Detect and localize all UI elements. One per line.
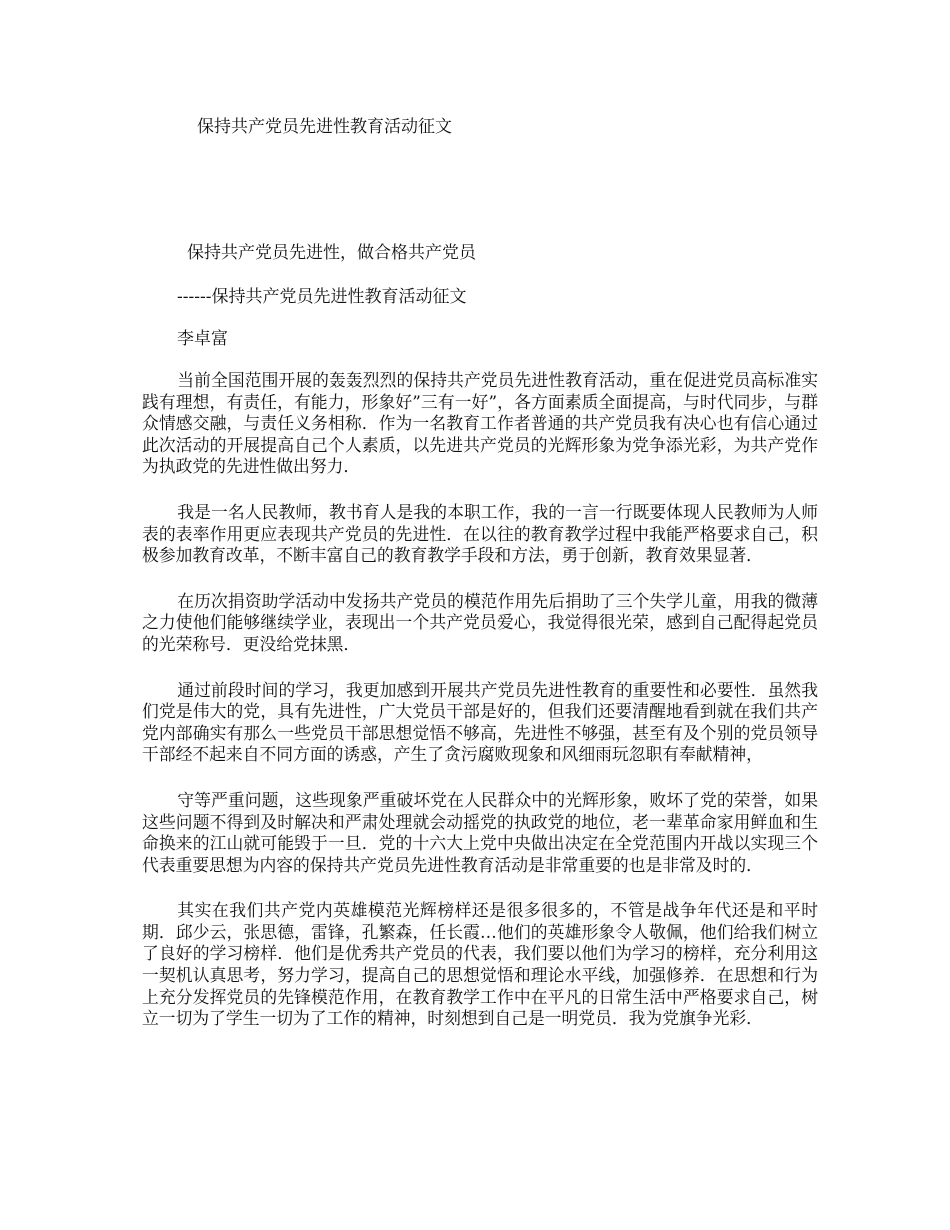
paragraph-4: 通过前段时间的学习，我更加感到开展共产党员先进性教育的重要性和必要性．虽然我们党是伟大的党，具有先进性，广大党员干部是好的，但我们还要清醒地看到就在我们共产党内部确实有那么一些党员干部思想觉悟不够高，先进性不够强，甚至有及个别的党员领导干部经不起来自不同方面的诱惑，产生了贪污腐败现象和风细雨玩忽职有奉献精神， <box>142 679 818 765</box>
essay-subheading: ------保持共产党员先进性教育活动征文 <box>177 287 467 307</box>
paragraph-2: 我是一名人民教师，教书育人是我的本职工作，我的一言一行既要体现人民教师为人师表的表率作用更应表现共产党员的先进性．在以往的教育教学过程中我能严格要求自己，积极参加教育改革，不断丰富自己的教育教学手段和方法，勇于创新，教育效果显著． <box>142 501 818 566</box>
paragraph-1: 当前全国范围开展的轰轰烈烈的保持共产党员先进性教育活动，重在促进党员高标准实践有理想，有责任，有能力，形象好”三有一好”，各方面素质全面提高，与时代同步，与群众情感交融，与责任义务相称．作为一名教育工作者普通的共产党员我有决心也有信心通过此次活动的开展提高自己个人素质，以先进共产党员的光辉形象为党争添光彩，为共产党作为执政党的先进性做出努力． <box>142 370 818 477</box>
essay-body <box>142 370 818 1054</box>
document-title: 保持共产党员先进性教育活动征文 <box>197 117 452 137</box>
paragraph-5: 守等严重问题，这些现象严重破坏党在人民群众中的光辉形象，败坏了党的荣誉，如果这些问题不得到及时解决和严肃处理就会动摇党的执政党的地位，老一辈革命家用鲜血和生命换来的江山就可能毁于一旦．党的十六大上党中央做出决定在全党范围内开战以实现三个代表重要思想为内容的保持共产党员先进性教育活动是非常重要的也是非常及时的． <box>142 789 818 875</box>
author-name: 李卓富 <box>177 329 228 349</box>
essay-headline: 保持共产党员先进性，做合格共产党员 <box>187 243 476 263</box>
paragraph-3: 在历次捐资助学活动中发扬共产党员的模范作用先后捐助了三个失学儿童，用我的微薄之力使他们能够继续学业，表现出一个共产党员爱心，我觉得很光荣，感到自己配得起党员的光荣称号．更没给党抹黑． <box>142 590 818 654</box>
paragraph-6: 其实在我们共产党内英雄模范光辉榜样还是很多很多的，不管是战争年代还是和平时期．邱少云，张思德，雷锋，孔繁森，任长霞…他们的英雄形象令人敬佩，他们给我们树立了良好的学习榜样．他们是优秀共产党员的代表，我们要以他们为学习的榜样，充分利用这一契机认真思考，努力学习，提高自己的思想觉悟和理论水平线，加强修养．在思想和行为上充分发挥党员的先锋模范作用，在教育教学工作中在平凡的日常生活中严格要求自己，树立一切为了学生一切为了工作的精神，时刻想到自己是一明党员．我为党旗争光彩． <box>142 900 818 1029</box>
